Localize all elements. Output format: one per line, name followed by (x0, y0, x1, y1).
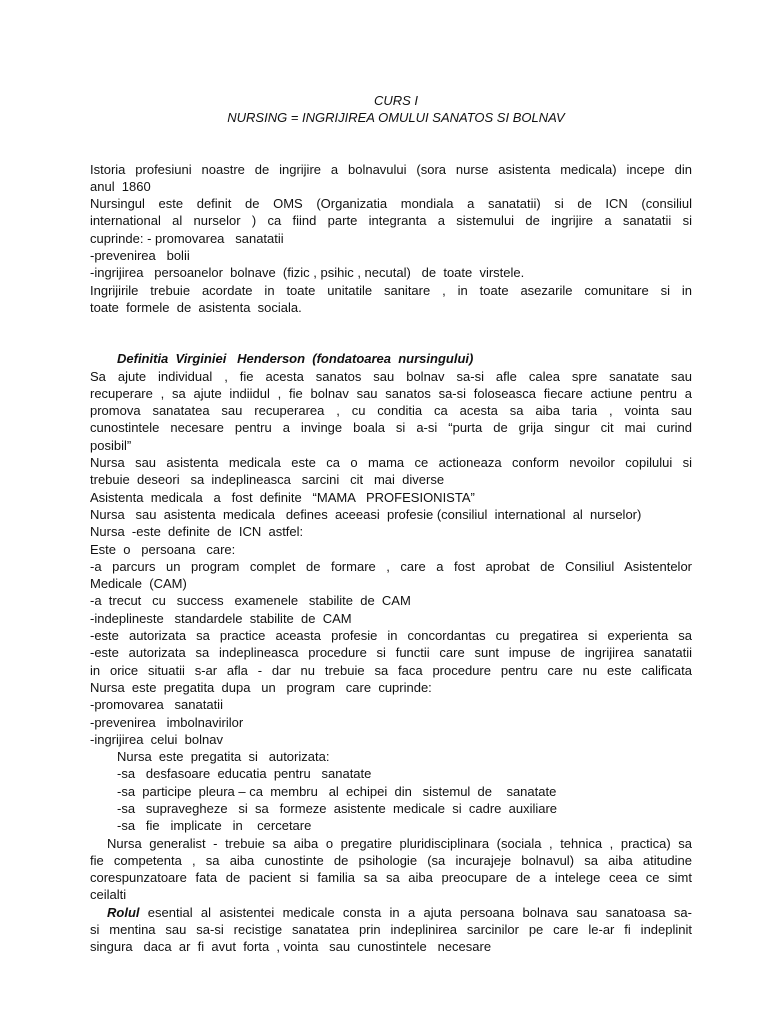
list-item: -sa desfasoare educatia pentru sanatate (117, 766, 372, 782)
text-line: Nursa este pregatita dupa un program care cuprinde: (90, 679, 432, 695)
definition-paragraphs (90, 368, 692, 749)
text-line: -prevenirea imbolnavirilor (90, 714, 244, 730)
text-line: -promovarea sanatatii (90, 697, 223, 713)
text-line: -prevenirea bolii (90, 248, 190, 264)
text-line: Nursingul este definit de OMS (Organizatia mondiala a sanatatii) si de ICN (consiliul (90, 196, 692, 212)
text-line: -ingrijirea celui bolnav (90, 731, 223, 747)
list-item: -sa supravegheze si sa formeze asistente medicale si cadre auxiliare (117, 800, 558, 816)
authorization-list (90, 765, 692, 834)
text-line: Nursa -este definite de ICN astfel: (90, 524, 304, 540)
definition-heading: Definitia Virginiei Henderson (fondatoarea nursingului) (117, 351, 474, 367)
text-line: -este autorizata sa practice aceasta profesie in concordantas cu pregatirea si experienta sa (90, 628, 692, 644)
text-line: -a trecut cu success examenele stabilite de CAM (90, 593, 411, 609)
text-line: posibil” (90, 437, 132, 453)
spacer (90, 333, 692, 350)
text-line: Nursa sau asistenta medicala este ca o mama ce actioneaza conform nevoilor copilului si (90, 455, 692, 471)
text-line: Ingrijirile trebuie acordate in toate unitatile sanitare , in toate asezarile comunitare si in (90, 282, 692, 298)
text-line: cuprinde: - promovarea sanatatii (90, 230, 284, 246)
spacer (90, 316, 692, 333)
text-line: promova sanatatea sau recuperarea , cu conditia ca acesta sa aiba taria , vointa sau (90, 403, 692, 419)
text-line: anul 1860 (90, 178, 151, 194)
text-line: Nursa sau asistenta medicala defines aceeasi profesie (consiliul international al nurselor) (90, 506, 642, 522)
generalist-paragraph (90, 835, 692, 904)
course-subtitle: NURSING = INGRIJIREA OMULUI SANATOS SI BOLNAV (227, 110, 565, 126)
text-line: Medicale (CAM) (90, 576, 187, 592)
text-line: toate formele de asistenta sociala. (90, 299, 302, 315)
role-text: esential al asistentei medicale consta in a ajuta persoana bolnava sau sanatoasa sa- (139, 904, 692, 920)
text-line: international al nurselor ) ca fiind parte integranta a sistemului de ingrijire a sanatatii si (90, 213, 692, 229)
text-line: recuperare , sa ajute indiidul , fie bolnav sau sanatos sa-si foloseasca fiecare actiune pentru a (90, 385, 692, 401)
text-line: Istoria profesiuni noastre de ingrijire a bolnavului (sora nurse asistenta medicala) incepe din (90, 161, 692, 177)
text-line: -ingrijirea persoanelor bolnave (fizic , psihic , necutal) de toate virstele. (90, 265, 525, 281)
list-item: -sa participe pleura – ca membru al echipei din sistemul de sanatate (117, 783, 557, 799)
text-line: Sa ajute individual , fie acesta sanatos sau bolnav sa-si afle calea spre sanatate sau (90, 368, 692, 384)
role-line-2: si mentina sau sa-si recistige sanatatea prin indeplinirea sarcinilor pe care le-ar fi indeplinit (90, 922, 692, 938)
intro-paragraphs (90, 161, 692, 317)
role-line-3: singura daca ar fi avut forta , vointa sau cunostintele necesare (90, 939, 492, 955)
text-line: Asistenta medicala a fost definite “MAMA PROFESIONISTA” (90, 489, 475, 505)
role-word: Rolul (107, 904, 140, 920)
text-line: cunostintele necesare pentru a invinge boala si a-si “purta de grija singur cit mai curind (90, 420, 692, 436)
role-line-1 (90, 904, 692, 921)
text-line: -este autorizata sa indeplineasca procedure si functii care sunt impuse de ingrijirea sanatatii (90, 645, 692, 661)
list-item: -sa fie implicate in cercetare (117, 818, 312, 834)
text-line: corespunzatoare fata de pacient si familia sa sa aiba preocupare de a intelege ceea ce simt (90, 870, 692, 886)
authorization-heading: Nursa este pregatita si autorizata: (117, 749, 330, 765)
text-line: in orice situatii s-ar afla - dar nu trebuie sa faca procedure pentru care nu este calificata (90, 662, 692, 678)
course-title: CURS I (373, 93, 419, 108)
text-line: -a parcurs un program complet de formare , care a fost aprobat de Consiliul Asistentelor (90, 558, 692, 574)
text-line: -indeplineste standardele stabilite de CAM (90, 610, 352, 626)
text-line: Este o persoana care: (90, 541, 236, 557)
text-line: ceilalti (90, 887, 127, 903)
text-line: trebuie deseori sa indeplineasca sarcini cit mai diverse (90, 472, 445, 488)
text-line: fie competenta , sa aiba cunostinte de psihologie (sa incurajeje bolnavul) sa aiba atitudine (90, 852, 692, 868)
text-line: Nursa generalist - trebuie sa aiba o pregatire pluridisciplinara (sociala , tehnica , practica) sa (107, 835, 692, 851)
